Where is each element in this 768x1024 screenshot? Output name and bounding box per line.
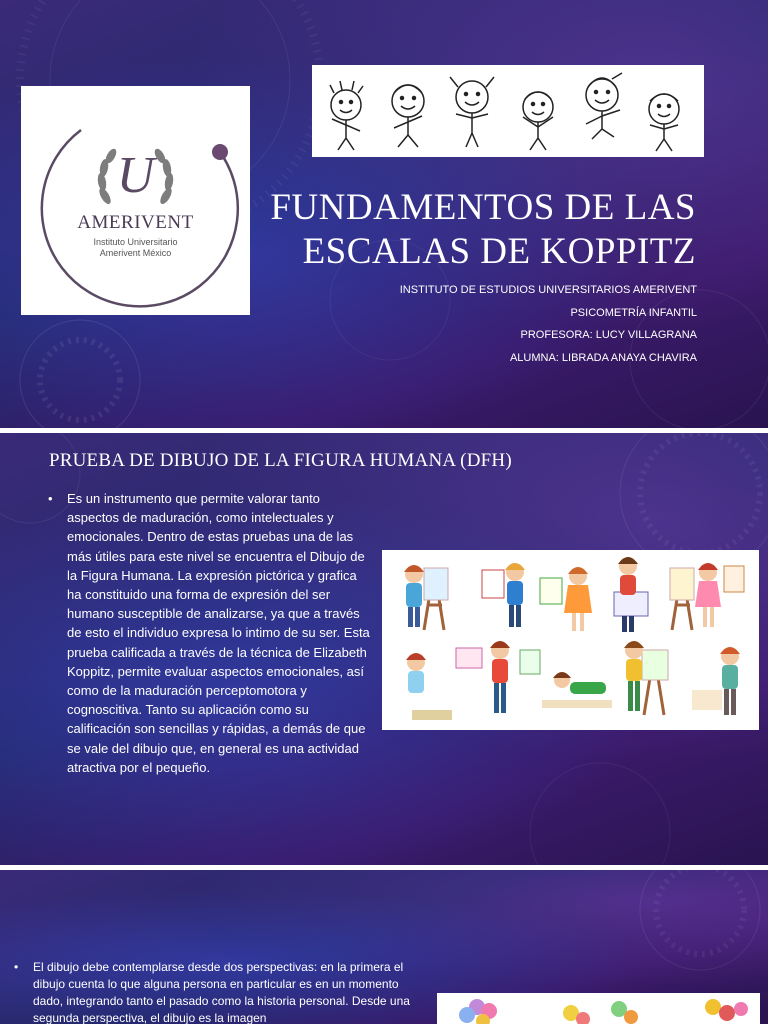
slide-drawing-perspectives <box>0 870 768 1024</box>
logo-name: AMERIVENT <box>77 212 194 233</box>
balloons-illustration <box>437 993 760 1024</box>
bullet-paragraph <box>14 959 426 1024</box>
slide-title <box>0 0 768 428</box>
bullet-text: El dibujo debe contemplarse desde dos perspectivas: en la primera el dibujo cuenta lo que alguna persona en particular es en un momento dado, integrando tanto el pasado como la historia personal. Desde una segunda perspectiva, el dibujo es la imagen <box>33 960 410 1024</box>
bullet-text: Es un instrumento que permite valorar tanto aspectos de maduración, como intelectuales y emocionales. Dentro de estas pruebas una de las más útiles para este nivel se encuentra el Dibujo de la Figura Humana. La expresión pictórica y grafica ha constituido una forma de expresión del ser humano susceptible de analizarse, ya que a través de esto el individuo expresa lo intimo de su ser. Esta prueba calificada a través de la técnica de Elizabeth Koppitz, permite evaluar aspectos emocionales, así como de la maduración perceptomotora y cognoscitiva. Tanto su aplicación como su calificación son sencillas y rápidas, a demás de que se vale del dibujo que, en general es una actividad atractiva por el pequeño. <box>67 491 370 775</box>
cartoon-kids-illustration <box>312 65 704 157</box>
presentation-title: FUNDAMENTOS DE LAS ESCALAS DE KOPPITZ <box>270 187 696 272</box>
logo-tagline-2: Amerivent México <box>99 248 172 258</box>
balloons-image <box>437 993 760 1024</box>
slide-dfh <box>0 433 768 865</box>
children-painting-illustration <box>382 550 759 730</box>
course-line: PSICOMETRÍA INFANTIL <box>570 306 697 319</box>
kids-painting-image <box>382 550 759 730</box>
presentation-info <box>277 279 697 369</box>
kids-drawing-image <box>312 65 704 157</box>
bullet-paragraph <box>48 489 372 777</box>
institute-line: INSTITUTO DE ESTUDIOS UNIVERSITARIOS AMERIVENT <box>399 284 697 296</box>
amerivent-logo <box>21 86 250 315</box>
teacher-line: PROFESORA: LUCY VILLAGRANA <box>520 329 697 341</box>
section-title: PRUEBA DE DIBUJO DE LA FIGURA HUMANA (DFH) <box>49 450 512 471</box>
student-line: ALUMNA: LIBRADA ANAYA CHAVIRA <box>509 351 697 364</box>
bullet-icon: • <box>14 960 19 974</box>
bullet-icon: • <box>48 491 53 506</box>
logo-letter: U <box>116 147 155 204</box>
logo-tagline-1: Instituto Universitario <box>93 237 178 247</box>
